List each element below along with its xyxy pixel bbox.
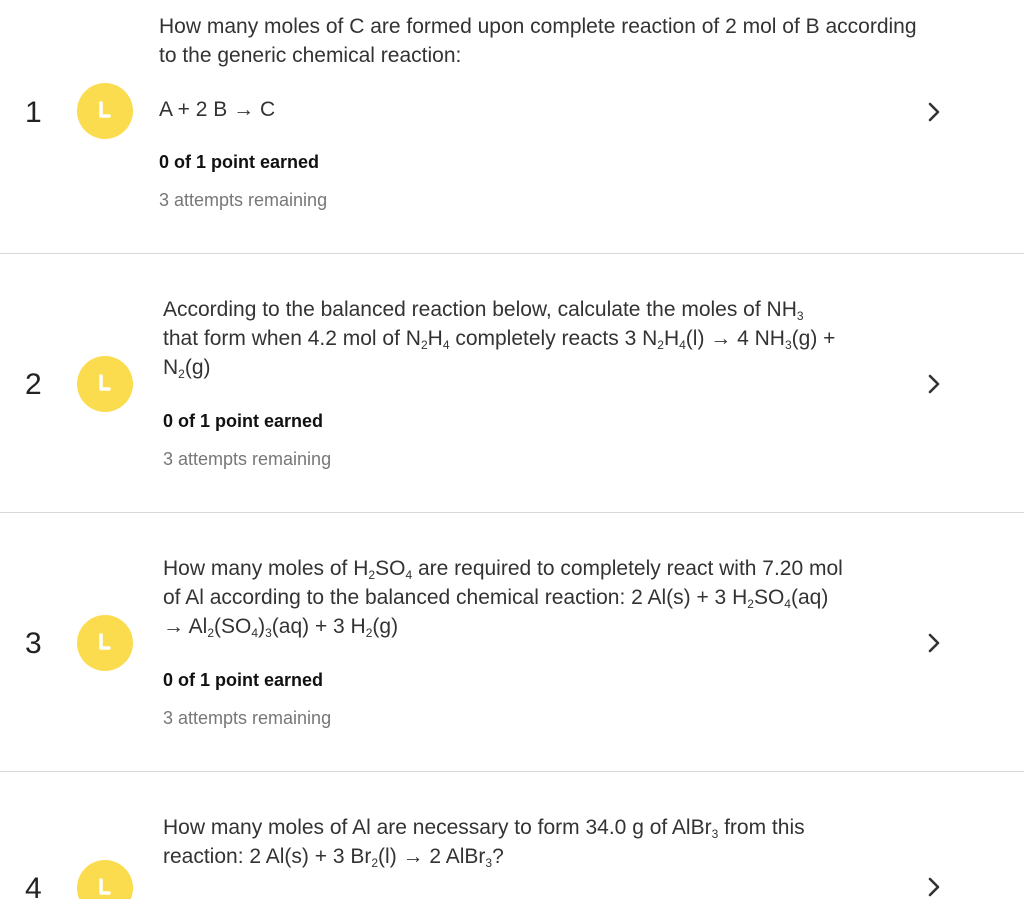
question-row[interactable]	[0, 513, 1024, 772]
question-text: How many moles of Al are necessary to form 34.0 g of AlBr$_3$ from this reaction: 2 Al(s) + 3 $Br_2(l) \to 2$ AlBr$_3$?	[163, 816, 805, 870]
chevron-right-icon[interactable]	[924, 100, 944, 124]
question-row[interactable]	[0, 254, 1024, 513]
question-content	[159, 12, 919, 210]
question-content	[163, 554, 923, 728]
chevron-right-icon[interactable]	[924, 875, 944, 899]
question-text: According to the balanced reaction below, calculate the moles of $NH_3$ that form when 4.2 mol of $N_2H_4$ completely reacts 3 $N_2H_4(l) \to 4$ $NH_3(g)$ + $N_2(g)$	[163, 298, 836, 381]
question-number: 4	[25, 872, 42, 899]
attempts-text: 3 attempts remaining	[163, 449, 332, 469]
clock-icon	[77, 615, 133, 671]
question-equation: A + 2 B → C	[159, 98, 276, 121]
question-text: How many moles of $H_2SO_4$ are required to completely react with 7.20 mol of Al according to the balanced chemical reaction: 2 Al(s) + 3 $H_2SO_4(aq)$ → $Al_2(SO_4)_3(aq) + 3$ $H_2(g)$	[163, 557, 843, 640]
question-number: 2	[25, 368, 42, 401]
score-text: 0 of 1 point earned	[163, 670, 324, 690]
question-text: How many moles of C are formed upon complete reaction of 2 mol of B according to the generic chemical reaction:	[159, 15, 917, 67]
chevron-right-icon[interactable]	[924, 372, 944, 396]
clock-icon	[77, 860, 133, 899]
question-row[interactable]	[0, 772, 1024, 899]
clock-icon	[77, 83, 133, 139]
question-row[interactable]	[0, 0, 1024, 254]
attempts-text: 3 attempts remaining	[159, 190, 328, 210]
score-text: 0 of 1 point earned	[159, 152, 320, 172]
question-number: 1	[25, 96, 42, 129]
attempts-text: 3 attempts remaining	[163, 708, 332, 728]
question-content	[163, 813, 923, 871]
chevron-right-icon[interactable]	[924, 631, 944, 655]
question-content	[163, 295, 923, 469]
score-text: 0 of 1 point earned	[163, 411, 324, 431]
clock-icon	[77, 356, 133, 412]
question-number: 3	[25, 627, 42, 660]
